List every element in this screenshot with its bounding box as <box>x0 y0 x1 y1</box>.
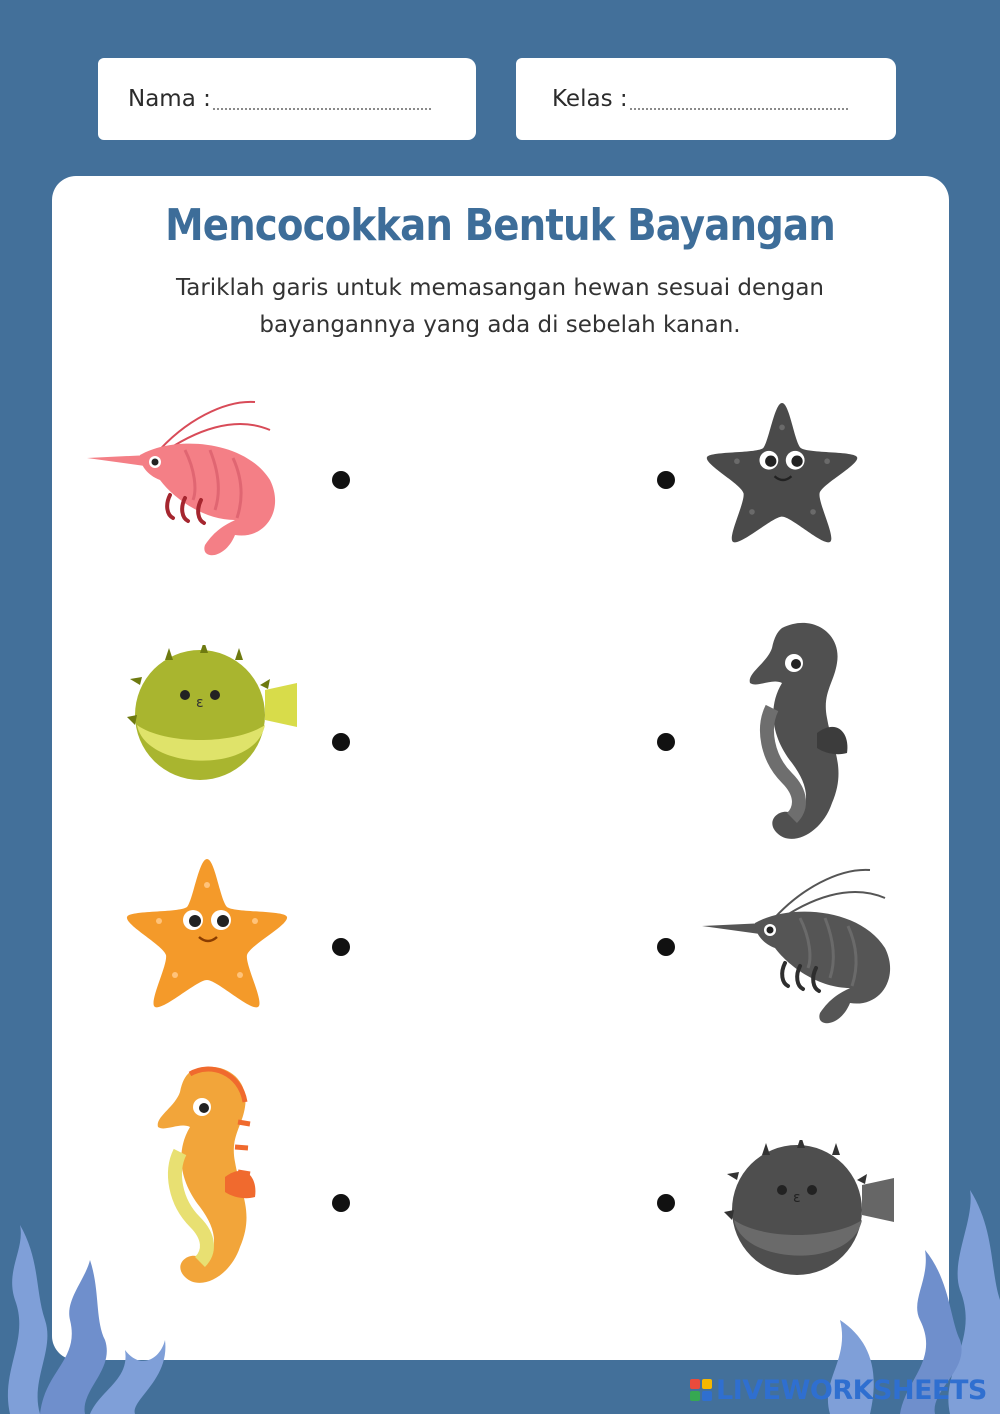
liveworksheets-logo-icon <box>690 1379 712 1401</box>
liveworksheets-brand-text: LIVEWORKSHEETS <box>716 1374 987 1406</box>
pufferfish-image <box>125 645 300 785</box>
right-dot-seahorse-shadow[interactable] <box>657 733 675 751</box>
shrimp-shadow-image <box>700 868 900 1028</box>
seaweed-left-decoration <box>0 1220 170 1414</box>
liveworksheets-logo <box>690 1374 987 1406</box>
svg-text:ɛ: ɛ <box>793 1190 801 1206</box>
right-dot-pufferfish-shadow[interactable] <box>657 1194 675 1212</box>
name-field-box <box>98 58 476 140</box>
instruction-line-1: Tariklah garis untuk memasangan hewan sesuai dengan <box>176 275 824 301</box>
svg-text:ɛ: ɛ <box>196 695 204 711</box>
name-input-line[interactable] <box>213 84 431 110</box>
starfish-shadow-image <box>705 398 860 546</box>
class-label: Kelas : <box>552 86 628 112</box>
seahorse-shadow-image <box>742 618 852 853</box>
class-input-line[interactable] <box>630 84 848 110</box>
left-dot-shrimp[interactable] <box>332 471 350 489</box>
shrimp-image <box>85 400 285 560</box>
left-dot-starfish[interactable] <box>332 938 350 956</box>
name-label: Nama : <box>128 86 211 112</box>
starfish-image <box>125 855 290 1010</box>
class-field-box <box>516 58 896 140</box>
pufferfish-shadow-image <box>722 1140 897 1280</box>
left-dot-pufferfish[interactable] <box>332 733 350 751</box>
worksheet-title: Mencocokkan Bentuk Bayangan <box>165 200 835 251</box>
right-dot-shrimp-shadow[interactable] <box>657 938 675 956</box>
instruction-line-2: bayangannya yang ada di sebelah kanan. <box>259 312 741 338</box>
seahorse-image <box>150 1062 260 1297</box>
right-dot-starfish-shadow[interactable] <box>657 471 675 489</box>
left-dot-seahorse[interactable] <box>332 1194 350 1212</box>
